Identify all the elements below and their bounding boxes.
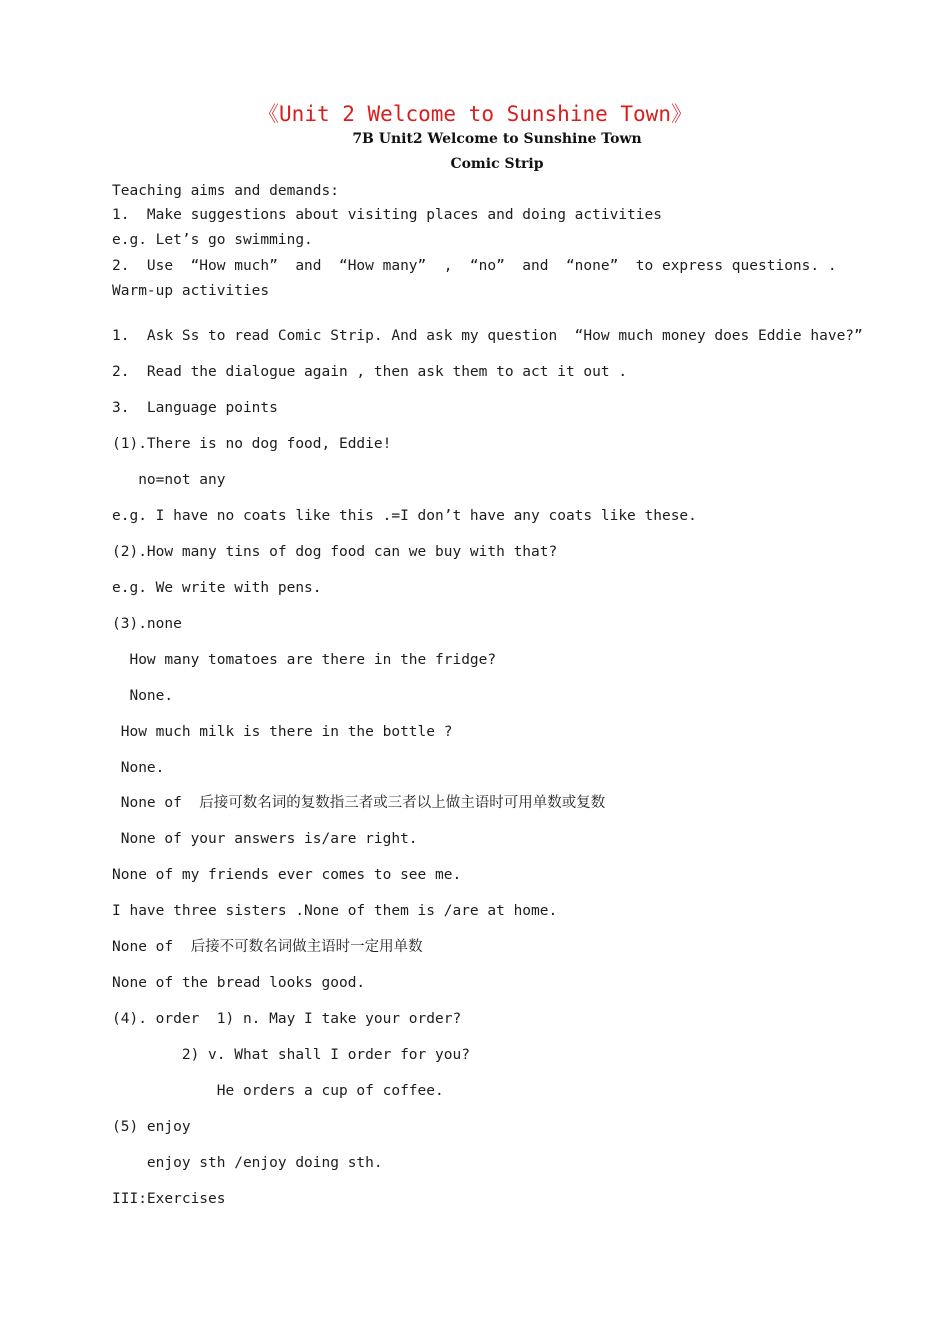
body-line: enjoy sth /enjoy doing sth. — [112, 1155, 383, 1171]
document-title: 《Unit 2 Welcome to Sunshine Town》 — [258, 102, 692, 126]
document-section-heading: Comic Strip — [450, 156, 544, 172]
body-line: None. — [112, 760, 165, 776]
aims-heading: Teaching aims and demands: — [112, 183, 339, 199]
body-line: 3. Language points — [112, 400, 278, 416]
body-line: He orders a cup of coffee. — [112, 1083, 444, 1099]
body-line: (1).There is no dog food, Eddie! — [112, 436, 392, 452]
body-line: I have three sisters .None of them is /are at home. — [112, 903, 558, 919]
body-line: 2) v. What shall I order for you? — [112, 1047, 470, 1063]
document-subtitle: 7B Unit2 Welcome to Sunshine Town — [352, 131, 642, 147]
body-line: 1. Ask Ss to read Comic Strip. And ask my question “How much money does Eddie have?” — [112, 328, 863, 344]
body-line: None of 后接可数名词的复数指三者或三者以上做主语时可用单数或复数 — [112, 795, 606, 811]
body-line: None of my friends ever comes to see me. — [112, 867, 462, 883]
aim-item: 2. Use “How much” and “How many” , “no” and “none” to express questions. . — [112, 258, 837, 274]
body-line: 2. Read the dialogue again , then ask them to act it out . — [112, 364, 628, 380]
body-line: e.g. I have no coats like this .=I don’t have any coats like these. — [112, 508, 697, 524]
aim-example: e.g. Let’s go swimming. — [112, 232, 313, 248]
body-line: (4). order 1) n. May I take your order? — [112, 1011, 462, 1027]
aim-item: 1. Make suggestions about visiting places and doing activities — [112, 207, 662, 223]
body-line: (3).none — [112, 616, 182, 632]
body-line: None. — [112, 688, 174, 704]
body-line: no=not any — [112, 472, 226, 488]
body-line: How many tomatoes are there in the fridge? — [112, 652, 497, 668]
body-line: None of the bread looks good. — [112, 975, 366, 991]
body-line: None of 后接不可数名词做主语时一定用单数 — [112, 939, 423, 955]
exercises-heading: III:Exercises — [112, 1191, 226, 1207]
body-line: (5) enjoy — [112, 1119, 191, 1135]
body-line: How much milk is there in the bottle ? — [112, 724, 453, 740]
body-line: e.g. We write with pens. — [112, 580, 322, 596]
body-line: (2).How many tins of dog food can we buy with that? — [112, 544, 558, 560]
body-line: None of your answers is/are right. — [112, 831, 418, 847]
warmup-heading: Warm-up activities — [112, 283, 270, 299]
